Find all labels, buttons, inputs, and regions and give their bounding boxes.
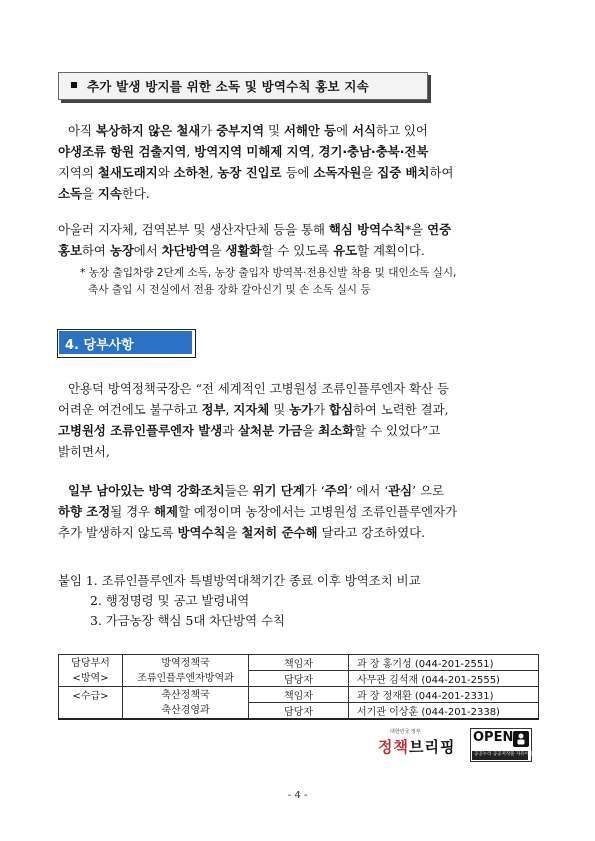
paragraph-migratory-birds: 아직 복상하지 않은 철새가 중부지역 및 서해안 등에 서식하고 있어 야생조류 항원 검출지역, 방역지역 미해제 지역, 경기·충남·충북·전북 지역의 철새도래지와 소하천, 농장 진입로 등에 소독자원을 집중 배치하여 소독을 지속한다. [58,123,454,201]
footnote [80,265,540,298]
contact-table [58,654,539,720]
policy-briefing-logo: 대한민국 정부 정책브리핑 [378,729,456,756]
section-heading: 추가 발생 방지를 위한 소독 및 방역수칙 홍보 지속 [87,79,369,94]
table-row [59,655,539,671]
attachment-item: 3. 가금농장 핵심 5대 차단방역 수칙 [90,613,285,628]
role-cell: 책임자 [249,655,349,671]
office-cell: 축산정책국 축산경영과 [123,687,249,720]
section-4-label: 4. 당부사항 [65,338,134,353]
attachment-item: 2. 행정명령 및 공고 발령내역 [90,593,250,608]
section-heading-box [58,72,428,100]
person-icon [513,731,529,747]
paragraph-measures-release: 일부 남아있는 방역 강화조치들은 위기 단계가 ‘주의’ 에서 ‘관심’ 으로 하향 조정될 경우 해제할 예정이며 농장에서는 고병원성 조류인플루엔자가 추가 발생하지 않도록 방역수칙을 철저히 준수해 달라고 강조하였다. [58,483,458,540]
role-cell: 담당자 [249,671,349,687]
footnote-line: * 농장 출입차량 2단계 소독, 농장 출입자 방역복·전용신발 착용 및 대인소독 실시, [80,267,457,279]
table-row [59,687,539,703]
section-4-label-box [57,329,196,358]
role-cell: 책임자 [249,687,349,703]
square-bullet-icon [71,82,77,88]
person-cell: 과 장 홍기성 (044-201-2551) [349,655,539,671]
footnote-line: 축사 출입 시 전실에서 전용 장화 갈아신기 및 손 소독 실시 등 [88,283,371,296]
person-cell: 과 장 정재환 (044-201-2331) [349,687,539,703]
role-cell: 담당자 [249,703,349,720]
office-cell: 방역정책국 조류인플루엔자방역과 [123,655,249,687]
page-number: - 4 - [287,790,308,801]
dept-cell: <수급> [59,687,123,720]
person-cell: 서기관 이상훈 (044-201-2338) [349,703,539,720]
paragraph-director-quote: 안용덕 방역정책국장은 “전 세계적인 고병원성 조류인플루엔자 확산 등 어려운 여건에도 불구하고 정부, 지자체 및 농가가 합심하여 노력한 결과, 고병원성 조류인플루엔자 발생과 살처분 가금을 최소화할 수 있었다”고 밝히면서, [58,381,450,459]
open-license-logo: OPEN 공공누리 공공저작물 자유이용허락 [470,728,532,762]
attachment-item: 붙임 1. 조류인플루엔자 특별방역대책기간 종료 이후 방역조치 비교 [58,573,421,588]
person-cell: 사무관 김석재 (044-201-2555) [349,671,539,687]
attachments-list [58,571,421,631]
paragraph-quarantine-promotion: 아울러 지자체, 검역본부 및 생산자단체 등을 통해 핵심 방역수칙*을 연중 홍보하여 농장에서 차단방역을 생활화할 수 있도록 유도할 계획이다. [58,222,452,258]
dept-cell: 담당부서 <방역> [59,655,123,687]
